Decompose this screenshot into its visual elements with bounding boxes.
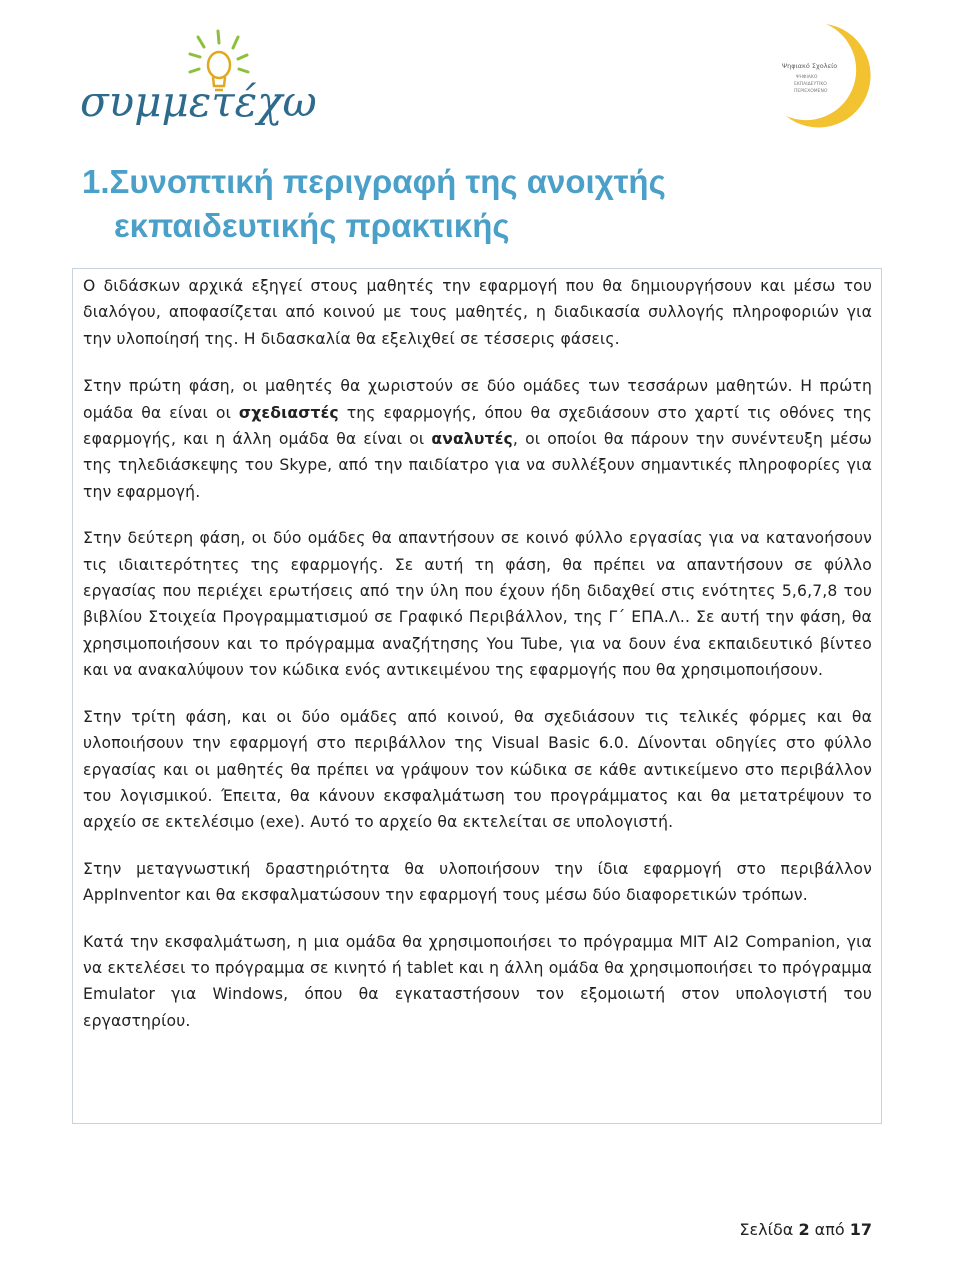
- total-pages: 17: [849, 1220, 872, 1239]
- phase-1-text-b: της εφαρμογής, όπου θα σχεδιάσουν στο χαρτί τις οθόνες της εφαρμογής, και η άλλη ομάδα θα είναι οι: [83, 403, 872, 449]
- logo-wordmark: συμμετέχω: [80, 77, 317, 126]
- section-title-line-2: εκπαιδευτικής πρακτικής: [114, 207, 510, 244]
- page-of: από: [814, 1220, 845, 1239]
- digital-school-logo: [776, 20, 872, 132]
- current-page: 2: [798, 1220, 810, 1239]
- paragraph-metacognitive: Στην μεταγνωστική δραστηριότητα θα υλοποιήσουν την ίδια εφαρμογή στο περιβάλλον AppInventor και θα εκσφαλματώσουν την εφαρμογή τους μέσω δύο διαφορετικών τρόπων.: [83, 859, 872, 905]
- section-title-line-1: 1.Συνοπτική περιγραφή της ανοιχτής: [82, 163, 666, 200]
- symmetexo-logo: [78, 28, 317, 126]
- logo-line-1: ΨΗΦΙΑΚΟ: [796, 75, 818, 80]
- analysts-term: αναλυτές: [431, 430, 513, 449]
- logo-line-3: ΠΕΡΙΕΧΟΜΕΝΟ: [794, 89, 828, 94]
- practice-summary-box: [72, 268, 882, 1124]
- paragraph-phase-2: Στην δεύτερη φάση, οι δύο ομάδες θα απαντήσουν σε κοινό φύλλο εργασίας για να κατανοήσουν τις ιδιαιτερότητες της εφαρμογής. Σε αυτή τη φάση, θα πρέπει να απαντήσουν σε φύλλο εργασίας που περιέχει ερωτήσεις από την ύλη που έχουν ήδη διδαχθεί στις ενότητες 5,6,7,8 του βιβλίου Στοιχεία Προγραμματισμού σε Γραφικό Περιβάλλον, της Γ΄ ΕΠΑ.Λ.. Σε αυτή την φάση, θα χρησιμοποιήσουν και το πρόγραμμα αναζήτησης You Tube, για να δουν ένα εκπαιδευτικό βίντεο και να ανακαλύψουν τον κώδικα ενός αντικειμένου της εφαρμογής που θα χρησιμοποιήσουν.: [83, 529, 872, 680]
- paragraph-phase-1: [83, 373, 872, 505]
- section-title: [82, 160, 882, 248]
- logo-title: Ψηφιακό Σχολείο: [782, 62, 838, 70]
- phase-1-text-c: , οι οποίοι θα πάρουν την συνέντευξη μέσω της τηλεδιάσκεψης του Skype, από την παιδίατρο για να συλλέξουν σημαντικές πληροφορίες για την εφαρμογή.: [83, 430, 872, 501]
- paragraph-phase-3: Στην τρίτη φάση, και οι δύο ομάδες από κοινού, θα σχεδιάσουν τις τελικές φόρμες και θα υλοποιήσουν την εφαρμογή στο περιβάλλον της Visual Basic 6.0. Δίνονται οδηγίες στο φύλλο εργασίας και οι μαθητές θα πρέπει να γράψουν τον κώδικα σε κάθε αντικείμενο στο περιβάλλον του λογισμικού. Έπειτα, θα κάνουν εκσφαλμάτωση του προγράμματος και θα μετατρέψουν το αρχείο σε εκτελέσιμο (exe). Αυτό το αρχείο θα εκτελείται σε υπολογιστή.: [83, 707, 872, 832]
- designers-term: σχεδιαστές: [238, 403, 339, 422]
- phase-1-text-a: Στην πρώτη φάση, οι μαθητές θα χωριστούν σε δύο ομάδες των τεσσάρων μαθητών. Η πρώτη ομάδα θα είναι οι: [83, 377, 872, 422]
- logo-line-2: ΕΚΠΑΙΔΕΥΤΙΚΟ: [794, 82, 827, 87]
- paragraph-debugging: Κατά την εκσφαλμάτωση, η μια ομάδα θα χρησιμοποιήσει το πρόγραμμα MIT AI2 Companion, για να εκτελέσει το πρόγραμμα σε κινητό ή tablet και η άλλη ομάδα θα χρησιμοποιήσει το πρόγραμμα Emulator για Windows, όπου θα εγκαταστήσουν τον εξομοιωτή στον υπολογιστή του εργαστηρίου.: [83, 932, 872, 1030]
- paragraph-intro: Ο διδάσκων αρχικά εξηγεί στους μαθητές την εφαρμογή που θα δημιουργήσουν και μέσω του διαλόγου, αποφασίζεται από κοινού με τους μαθητές, η διαδικασία συλλογής πληροφοριών για την υλοποίησή της. Η διδασκαλία θα εξελιχθεί σε τέσσερις φάσεις.: [83, 277, 872, 348]
- page-number: [739, 1220, 872, 1239]
- page-label: Σελίδα: [739, 1220, 794, 1239]
